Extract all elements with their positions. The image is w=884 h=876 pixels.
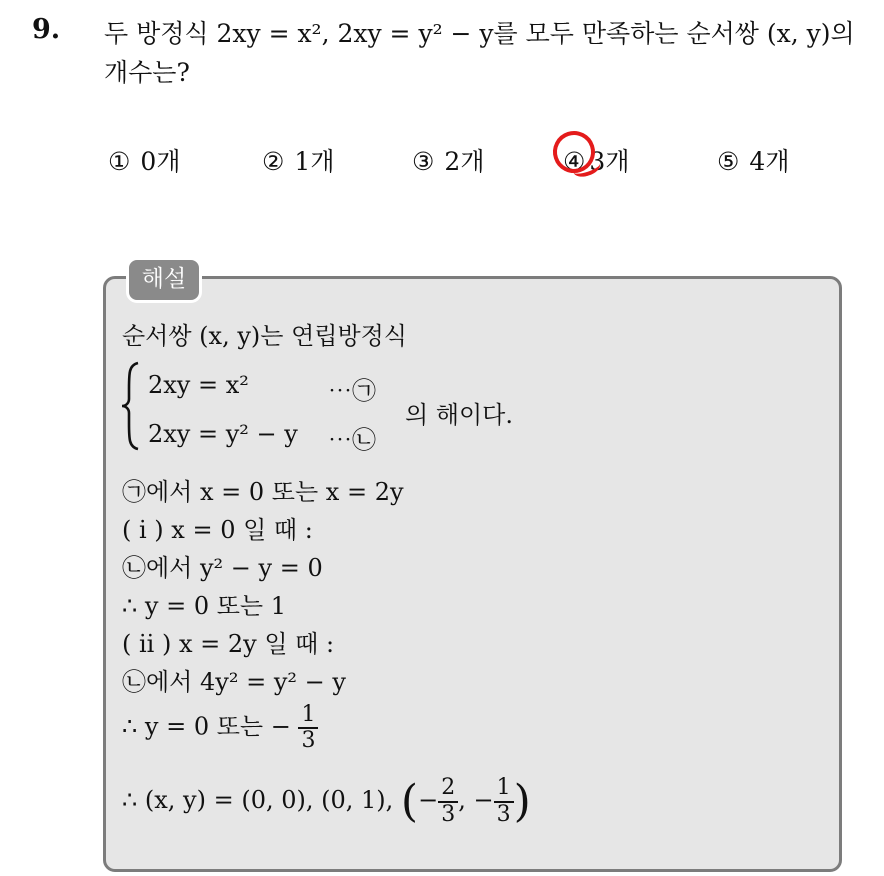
choice-4-mark: ④ xyxy=(563,147,586,176)
choice-3[interactable] xyxy=(412,142,484,178)
system-ref-2: ⋯㉡ xyxy=(328,426,376,454)
solution-line-f: ㉡에서 4y² = y² − y xyxy=(122,668,346,696)
choice-3-mark: ③ xyxy=(412,147,435,176)
fraction-denominator: 3 xyxy=(441,801,456,827)
solution-line-g-text: ∴ y = 0 또는 − xyxy=(122,712,291,741)
fraction-separator: , − xyxy=(458,786,494,814)
fraction-numerator: 1 xyxy=(494,776,514,802)
system-conclusion: 의 해이다. xyxy=(405,401,513,429)
fraction-denominator: 3 xyxy=(496,801,511,827)
solution-line-a: ㉠에서 x = 0 또는 x = 2y xyxy=(122,478,404,506)
solution-tag: 해설 xyxy=(126,257,202,303)
solution-line-c: ㉡에서 y² − y = 0 xyxy=(122,554,323,582)
fraction-1-sign: − xyxy=(418,786,439,814)
choice-3-label: 2개 xyxy=(444,147,485,176)
choice-5-label: 4개 xyxy=(749,147,790,176)
solution-line-g xyxy=(122,703,318,753)
choice-1-mark: ① xyxy=(108,147,131,176)
system-equation-1: 2xy = x² xyxy=(148,371,249,399)
system-ref-1: ⋯㉠ xyxy=(328,377,376,405)
fraction-two-thirds xyxy=(438,776,458,826)
fraction-numerator: 1 xyxy=(298,703,318,729)
right-paren: ) xyxy=(513,776,531,827)
question-text-line2: 개수는? xyxy=(104,58,190,87)
fraction-one-third xyxy=(298,703,318,753)
solution-line-e: ( ii ) x = 2y 일 때 : xyxy=(122,630,335,658)
choice-4-label: 3개 xyxy=(589,147,630,176)
choice-2-mark: ② xyxy=(262,147,285,176)
choice-5[interactable] xyxy=(717,142,789,178)
system-brace xyxy=(120,361,142,451)
fraction-denominator: 3 xyxy=(301,728,316,754)
left-paren: ( xyxy=(400,776,419,827)
fraction-numerator: 2 xyxy=(438,776,458,802)
selected-answer-circle xyxy=(548,126,601,179)
solution-line-b: ( i ) x = 0 일 때 : xyxy=(122,516,313,544)
solution-line-h xyxy=(122,776,531,827)
solution-line-d: ∴ y = 0 또는 1 xyxy=(122,592,286,620)
solution-line-h-text: ∴ (x, y) = (0, 0), (0, 1), xyxy=(122,786,394,814)
choice-1-label: 0개 xyxy=(140,147,181,176)
choice-2-label: 1개 xyxy=(294,147,335,176)
choice-2[interactable] xyxy=(262,142,334,178)
choice-1[interactable] xyxy=(108,142,180,178)
solution-line-intro: 순서쌍 (x, y)는 연립방정식 xyxy=(122,322,407,350)
question-number: 9. xyxy=(32,14,61,45)
fraction-one-third-2 xyxy=(494,776,514,826)
question-text-line1: 두 방정식 2xy = x², 2xy = y² − y를 모두 만족하는 순서쌍 (x, y)의 xyxy=(104,19,855,48)
system-equation-2: 2xy = y² − y xyxy=(148,420,298,448)
choice-5-mark: ⑤ xyxy=(717,147,740,176)
